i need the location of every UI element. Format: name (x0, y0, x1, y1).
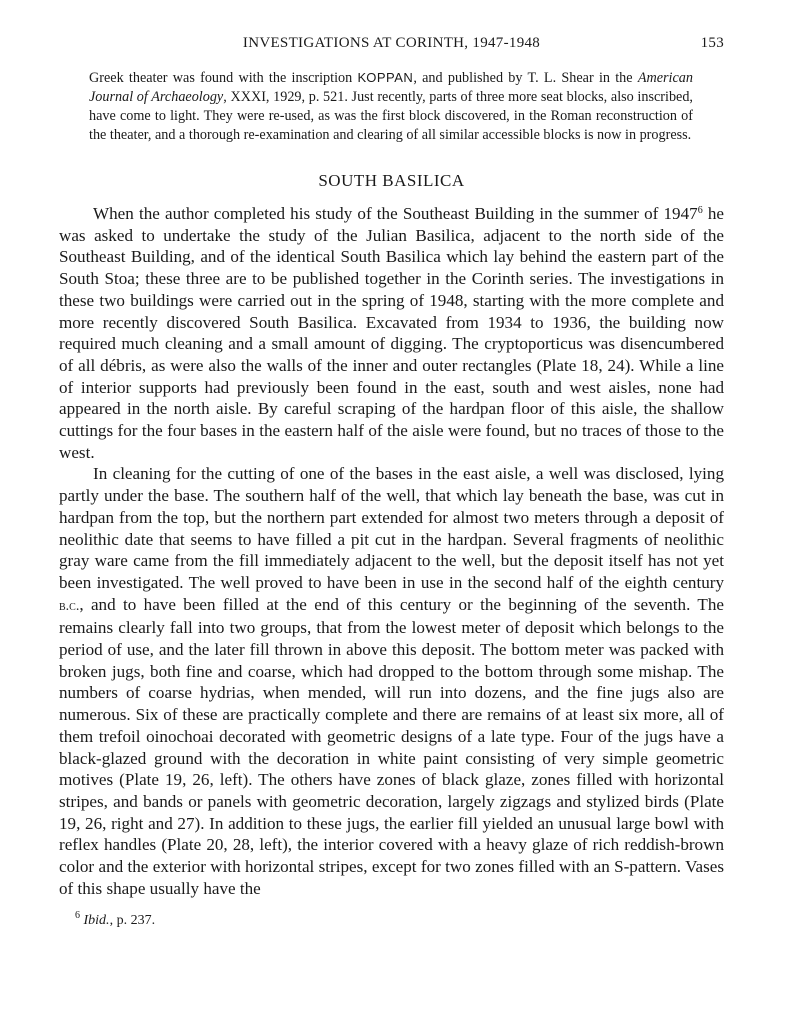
footnote-ref: 6 (697, 205, 703, 216)
footnote-marker: 6 (75, 909, 80, 921)
footnote-text: , p. 237. (109, 912, 156, 928)
page (59, 32, 724, 930)
footnote (75, 909, 724, 930)
footnote-ibid: Ibid. (83, 912, 110, 928)
page-number: 153 (700, 35, 724, 51)
note-text-1: Greek theater was found with the inscription (89, 70, 358, 86)
paragraph-text: , and to have been filled at the end of this century or the beginning of the seventh. The remains clearly fall into two groups, that from the lowest meter of deposit which belongs to the period of use, and the later fill thrown in above this deposit. The bottom meter was packed with broken jugs, both fine and coarse, which had dropped to the bottom through some mishap. The numbers of coarse hydrias, when mended, will run into dozens, and the fine jugs also are numerous. Six of these are practically complete and there are remains of at least six more, all of them trefoil oinochoai decorated with geometric designs of a late type. Four of the jugs have a black-glazed ground with the decoration in white paint consisting of very simple geometric motives (Plate 19, 26, left). The others have zones of black glaze, zones filled with horizontal stripes, and bands or panels with geometric decoration, largely zigzags and stylized birds (Plate 19, 26, right and 27). In addition to these jugs, the earlier fill yielded an unusual large bowl with reflex handles (Plate 20, 28, left), the interior covered with a heavy glaze of rich reddish-brown color and the exterior with horizontal stripes, except for two zones filled with an S-pattern. Vases of this shape usually have the (59, 594, 724, 898)
note-text-3: , XXXI, 1929, p. 521. Just recently, parts of three more seat blocks, also inscribed, have come to light. They were re-used, as was the first block discovered, in the Roman reconstruction of the theater, and a thorough re-examination and clearing of all similar accessible blocks is now in progress. (89, 89, 693, 143)
continued-footnote (89, 68, 693, 145)
paragraph-text: In cleaning for the cutting of one of the bases in the east aisle, a well was disclosed, lying partly under the base. The southern half of the well, that which lay beneath the base, was cut in hardpan from the top, but the northern part extended for almost two meters through a deposit of neolithic date that seems to have filled a pit cut in the hardpan. Several fragments of neolithic gray ware came from the fill immediately adjacent to the well, but the deposit itself has not yet been investigated. The well proved to have been in use in the second half of the eighth century (59, 464, 724, 592)
paragraph-text: When the author completed his study of the Southeast Building in the summer of 1947 (93, 204, 698, 223)
paragraph (59, 463, 724, 899)
running-title: INVESTIGATIONS AT CORINTH, 1947-1948 (242, 35, 541, 51)
running-head (59, 32, 724, 54)
era-abbreviation: b.c. (59, 598, 80, 614)
journal-title: American Journal of Archaeology (89, 70, 693, 105)
inscription-text: ΚΟΡΡΑΝ (357, 70, 414, 85)
body-text (59, 203, 724, 900)
paragraph (59, 203, 724, 463)
note-text-2: , and published by T. L. Shear in the (413, 70, 638, 86)
section-heading: SOUTH BASILICA (318, 171, 465, 190)
paragraph-text: he was asked to undertake the study of the Julian Basilica, adjacent to the north side of the Southeast Building, and of the identical South Basilica which lay behind the eastern part of the South Stoa; these three are to be published together in the Corinth series. The investigations in these two buildings were carried out in the spring of 1948, starting with the more complete and more recently discovered South Basilica. Excavated from 1934 to 1936, the building now required much cleaning and a small amount of digging. The cryptoporticus was disencumbered of all débris, as were also the walls of the inner and outer rectangles (Plate 18, 24). While a line of interior supports had previously been found in the east, south and west aisles, none had appeared in the north aisle. By careful scraping of the hardpan floor of this aisle, the shallow cuttings for the four bases in the eastern half of the aisle were found, but no traces of those to the west. (59, 204, 724, 462)
